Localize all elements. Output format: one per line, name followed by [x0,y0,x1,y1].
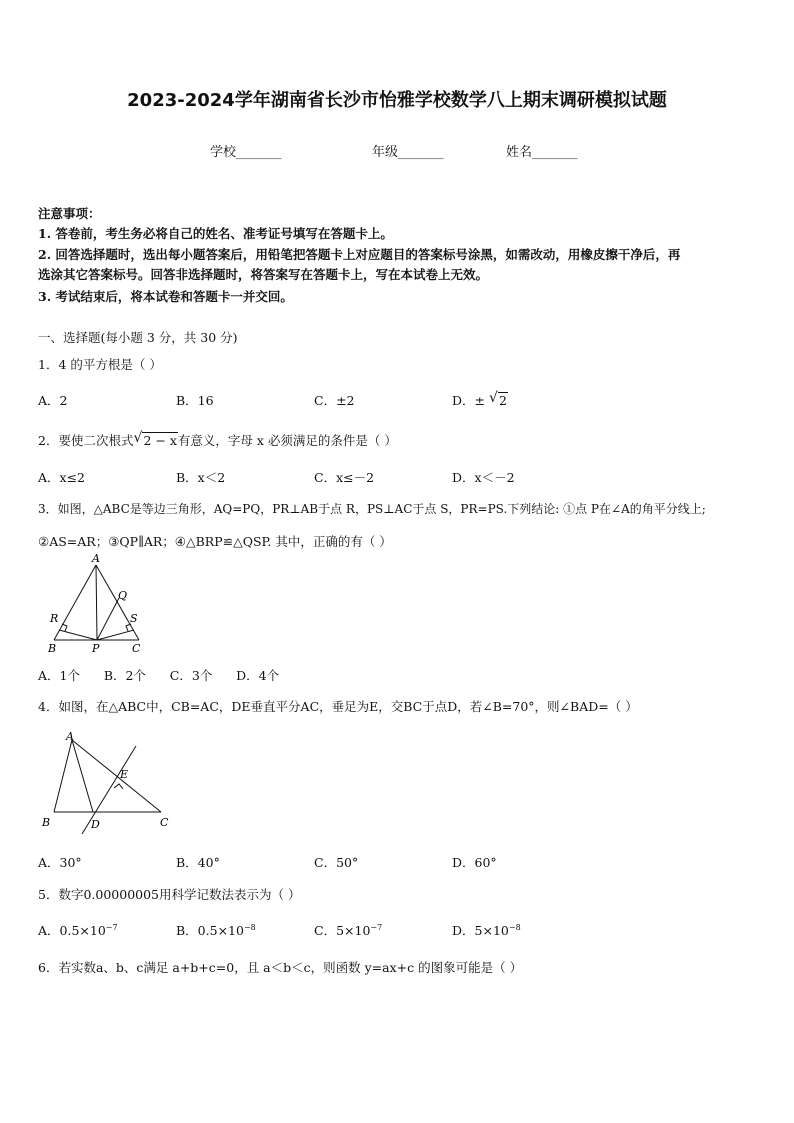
sqrt-symbol: √ 2 [488,390,507,408]
q4-option-a: A．30° [38,855,82,870]
q1-option-b: B．16 [176,393,214,408]
note-1: 1. 答卷前，考生务必将自己的姓名、准考证号填写在答题卡上。 [38,226,393,241]
q5-stem: 5．数字0.00000005用科学记数法表示为（ ） [38,887,301,902]
label-b: B [48,642,57,655]
label-s: S [130,612,138,625]
q5-option-a: A．$0.5\times 10^{-7}$ [38,922,118,938]
label-b: B [42,816,51,829]
q2-option-d: D．x＜－2 [452,470,515,485]
label-c: C [160,816,169,829]
notes-heading: 注意事项： [38,206,101,221]
q1-option-d: D．± √ 2 [452,390,507,408]
q1-option-a: A．2 [38,393,68,408]
q2-option-c: C．x≤－2 [314,470,375,485]
q3-triangle-figure [36,550,156,655]
label-p: P [92,642,100,655]
label-q: Q [118,589,128,602]
q2-stem: 2．要使二次根式 √ 2 − x有意义，字母 x 必须满足的条件是（ ） [38,430,397,448]
q6-stem: 6．若实数a、b、c满足 a+b+c=0，且 a＜b＜c，则函数 y=ax+c 的图象可能是（ ） [38,960,523,975]
q2-option-a: A．x≤2 [38,470,86,485]
note-2-line-1: 2. 回答选择题时，选出每小题答案后，用铅笔把答题卡上对应题目的答案标号涂黑，如需改动，用橡皮擦干净后，再 [38,247,681,262]
label-c: C [132,642,141,655]
q4-triangle-figure [36,728,181,836]
q4-stem: 4．如图，在△ABC中，CB=AC，DE垂直平分AC，垂足为E，交BC于点D，若∠B=70°，则∠BAD=（ ） [38,699,638,714]
note-2-line-2: 选涂其它答案标号。回答非选择题时，将答案写在答题卡上，写在本试卷上无效。 [38,267,489,282]
q5-option-c: C．$5\times 10^{-7}$ [314,922,383,938]
q1-stem: 1．4 的平方根是（ ） [38,357,162,372]
q5-option-d: D．$5\times 10^{-8}$ [452,922,521,938]
q2-option-b: B．x＜2 [176,470,226,485]
q4-option-d: D．60° [452,855,497,870]
page-title: 2023-2024学年湖南省长沙市怡雅学校数学八上期末调研模拟试题 [127,90,667,111]
grade-field: 年级_______ [372,145,444,160]
sqrt-symbol: √ 2 − x [133,430,177,448]
q4-option-b: B．40° [176,855,220,870]
label-a: A [66,730,74,743]
q4-option-c: C．50° [314,855,359,870]
label-r: R [50,612,59,625]
q3-options: A．1个 B．2个 C．3个 D．4个 [38,668,280,683]
name-field: 姓名_______ [506,145,578,160]
label-d: D [91,818,100,831]
label-e: E [120,768,129,781]
q5-option-b: B．$0.5\times 10^{-8}$ [176,922,256,938]
school-field: 学校_______ [210,145,282,160]
section-heading: 一、选择题(每小题 3 分，共 30 分) [38,330,238,345]
q3-stem-line-1: 3．如图，△ABC是等边三角形，AQ=PQ，PR⊥AB于点 R，PS⊥AC于点 S，PR=PS.下列结论: ①点 P在∠A的角平分线上; [38,502,706,516]
q3-stem-line-2: ②AS=AR；③QP∥AR；④△BRP≌△QSP. 其中，正确的有（ ） [38,534,392,549]
label-a: A [92,552,100,565]
note-3: 3. 考试结束后，将本试卷和答题卡一并交回。 [38,289,293,304]
q1-option-c: C．±2 [314,393,355,408]
